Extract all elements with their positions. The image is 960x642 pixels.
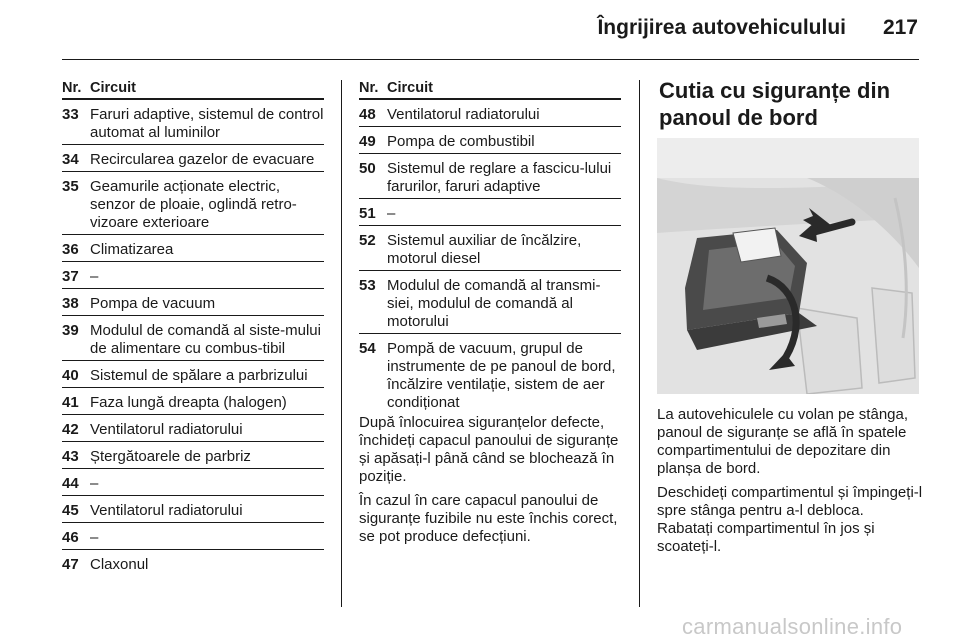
fuse-number: 46 — [62, 529, 79, 546]
circuit-description: Ventilatorul radiatorului — [387, 106, 540, 123]
circuit-description: Sistemul de reglare a fascicu-lului farurilor, faruri adaptive — [387, 160, 612, 195]
fuse-number: 54 — [359, 340, 376, 357]
circuit-description: Recircularea gazelor de evacuare — [90, 151, 315, 168]
circuit-description: Ventilatorul radiatorului — [90, 502, 243, 519]
row-separator — [62, 468, 324, 469]
header-nr: Nr. — [359, 80, 379, 96]
fuse-number: 41 — [62, 394, 79, 411]
fuse-number: 44 — [62, 475, 79, 492]
fuse-number: 35 — [62, 178, 79, 195]
fuse-number: 48 — [359, 106, 376, 123]
fuse-number: 39 — [62, 322, 79, 339]
table-row — [359, 232, 621, 268]
header-rule — [62, 59, 919, 60]
circuit-description: Sistemul auxiliar de încălzire, motorul diesel — [387, 232, 582, 267]
table-row — [359, 340, 621, 412]
table-header — [62, 78, 324, 100]
circuit-description: Claxonul — [90, 556, 149, 573]
fuse-number: 52 — [359, 232, 376, 249]
watermark: carmanualsonline.info — [682, 614, 903, 639]
table-row — [62, 394, 324, 412]
circuit-description: Pompă de vacuum, grupul de instrumente de pe panoul de bord, încălzire ventilație, sistem de aer condiționat — [387, 340, 616, 411]
table-row — [62, 151, 324, 169]
table-row — [62, 322, 324, 358]
row-separator — [62, 441, 324, 442]
table-row — [62, 556, 324, 574]
paragraph: În cazul în care capacul panoului de siguranțe fuzibile nu este închis corect, se pot produce defecțiuni. — [359, 492, 618, 545]
header-circuit: Circuit — [90, 80, 136, 96]
circuit-description: Ștergătoarele de parbriz — [90, 448, 251, 465]
circuit-description: Ventilatorul radiatorului — [90, 421, 243, 438]
fuse-number: 34 — [62, 151, 79, 168]
header-circuit: Circuit — [387, 80, 433, 96]
table-row — [359, 106, 621, 124]
fuse-number: 38 — [62, 295, 79, 312]
table-body — [359, 106, 621, 412]
section-title: Cutia cu siguranțe din panoul de bord — [659, 78, 891, 130]
row-separator — [359, 270, 621, 271]
row-separator — [359, 126, 621, 127]
circuit-description: Pompa de vacuum — [90, 295, 216, 312]
table-body — [62, 106, 324, 574]
fuse-number: 50 — [359, 160, 376, 177]
circuit-description: Geamurile acționate electric, senzor de ploaie, oglindă retro-vizoare exterioare — [90, 178, 297, 231]
table-row — [62, 178, 324, 232]
table-row — [359, 277, 621, 331]
table-row — [359, 133, 621, 151]
row-separator — [62, 495, 324, 496]
table-row — [359, 205, 621, 223]
table-row — [359, 160, 621, 196]
paragraph: Deschideți compartimentul și împingeți-l spre stânga pentru a-l debloca. Rabatați compartimentul în jos și scoateți-l. — [657, 484, 923, 555]
fuse-number: 37 — [62, 268, 79, 285]
fuse-table-left — [62, 78, 324, 576]
table-row — [62, 448, 324, 466]
fuse-number: 42 — [62, 421, 79, 438]
circuit-description: Modulul de comandă al siste-mului de alimentare cu combus-tibil — [90, 322, 321, 357]
circuit-description: Sistemul de spălare a parbrizului — [90, 367, 308, 384]
fuse-number: 36 — [62, 241, 79, 258]
running-header-title: Îngrijirea autovehiculului — [597, 16, 846, 39]
section-text-block — [657, 406, 923, 562]
circuit-description: – — [90, 529, 99, 546]
row-separator — [62, 315, 324, 316]
row-separator — [359, 333, 621, 334]
fuse-number: 40 — [62, 367, 79, 384]
row-separator — [62, 549, 324, 550]
fuse-number: 45 — [62, 502, 79, 519]
circuit-description: Faruri adaptive, sistemul de control automat al luminilor — [90, 106, 324, 141]
row-separator — [62, 522, 324, 523]
fuse-number: 47 — [62, 556, 79, 573]
table-row — [62, 106, 324, 142]
row-separator — [62, 144, 324, 145]
fuse-table-right — [359, 78, 621, 414]
header-nr: Nr. — [62, 80, 82, 96]
paragraph: La autovehiculele cu volan pe stânga, panoul de siguranțe se află în spatele compartimentului de depozitare din planșa de bord. — [657, 406, 909, 477]
table-row — [62, 241, 324, 259]
table-row — [62, 295, 324, 313]
circuit-description: Pompa de combustibil — [387, 133, 535, 150]
circuit-description: – — [387, 205, 396, 222]
table-header — [359, 78, 621, 100]
row-separator — [62, 414, 324, 415]
fuse-box-illustration — [657, 138, 919, 394]
row-separator — [359, 198, 621, 199]
paragraph: După înlocuirea siguranțelor defecte, închideți capacul panoului de siguranțe și apăsați-l până când se blochează în poziție. — [359, 414, 619, 485]
row-separator — [62, 387, 324, 388]
fuse-number: 33 — [62, 106, 79, 123]
column-divider-left — [341, 80, 342, 607]
row-separator — [359, 225, 621, 226]
table-row — [62, 367, 324, 385]
circuit-description: Modulul de comandă al transmi-siei, modulul de comandă al motorului — [387, 277, 601, 330]
fuse-number: 53 — [359, 277, 376, 294]
fuse-number: 51 — [359, 205, 376, 222]
circuit-description: – — [90, 268, 99, 285]
table-row — [62, 421, 324, 439]
row-separator — [62, 171, 324, 172]
fuse-number: 49 — [359, 133, 376, 150]
row-separator — [62, 261, 324, 262]
circuit-description: – — [90, 475, 99, 492]
row-separator — [62, 288, 324, 289]
row-separator — [62, 360, 324, 361]
circuit-description: Faza lungă dreapta (halogen) — [90, 394, 287, 411]
glovebox-illustration — [657, 138, 919, 394]
table-row — [62, 502, 324, 520]
table-row — [62, 268, 324, 286]
fuse-number: 43 — [62, 448, 79, 465]
circuit-description: Climatizarea — [90, 241, 174, 258]
row-separator — [62, 234, 324, 235]
table-row — [62, 475, 324, 493]
row-separator — [359, 153, 621, 154]
page-number: 217 — [882, 16, 918, 39]
column-divider-right — [639, 80, 640, 607]
table-row — [62, 529, 324, 547]
middle-text-block — [359, 414, 627, 552]
